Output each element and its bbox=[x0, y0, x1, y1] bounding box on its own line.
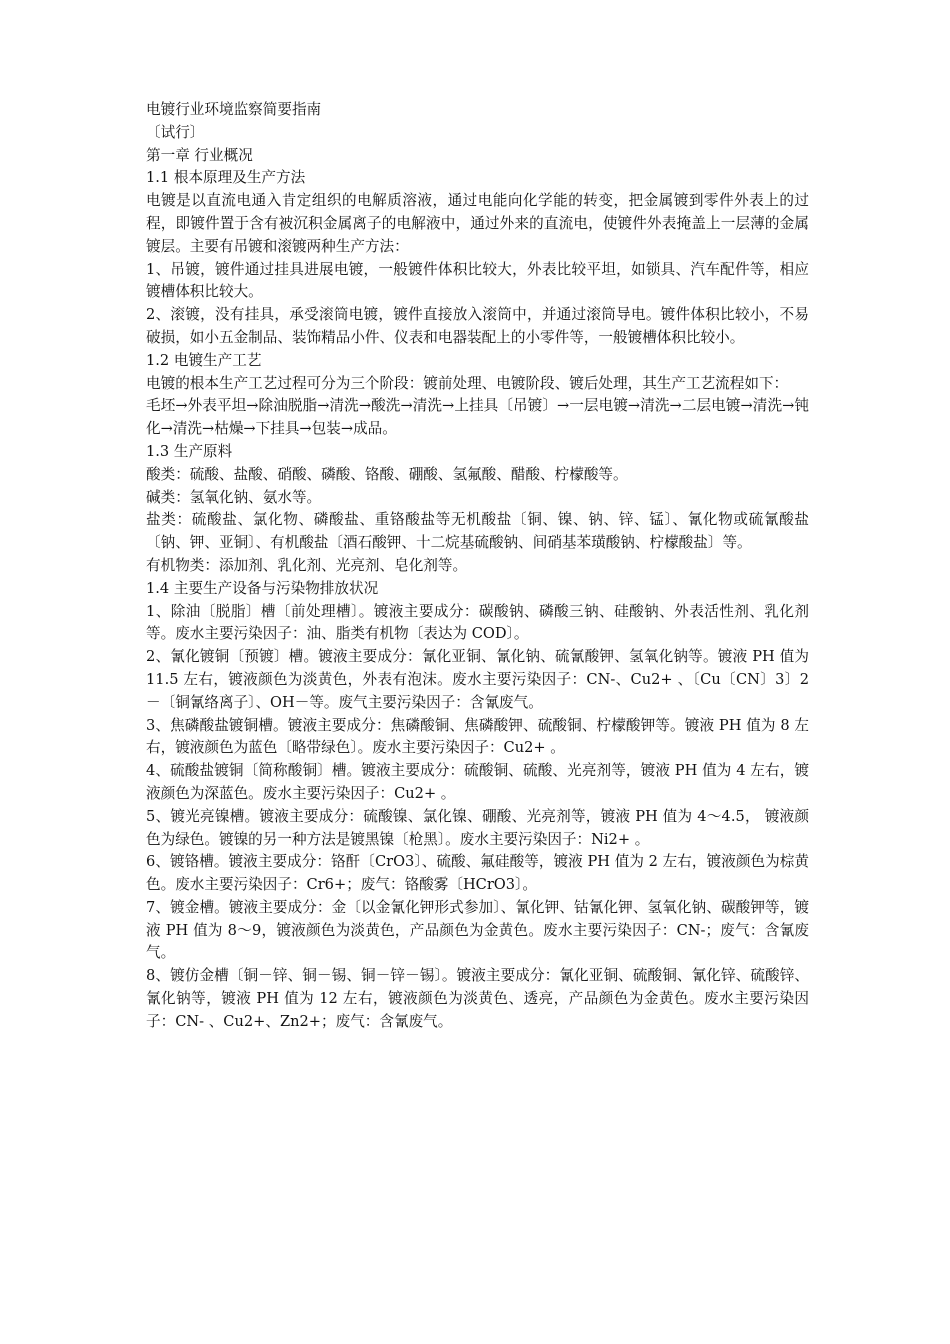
paragraph: 3、焦磷酸盐镀铜槽。镀液主要成分：焦磷酸铜、焦磷酸钾、硫酸铜、柠檬酸钾等。镀液 PH 值为 8 左右，镀液颜色为蓝色〔略带绿色〕。废水主要污染因子：Cu2+ 。 bbox=[146, 716, 809, 757]
paragraph: 电镀的根本生产工艺过程可分为三个阶段：镀前处理、电镀阶段、镀后处理，其生产工艺流程如下： bbox=[146, 374, 789, 392]
paragraph: 7、镀金槽。镀液主要成分：金〔以金氰化钾形式参加〕、氰化钾、钴氰化钾、氢氧化钠、碳酸钾等，镀液 PH 值为 8～9，镀液颜色为淡黄色，产品颜色为金黄色。废水主要污染因子：CN-；废气：含氰废气。 bbox=[146, 898, 809, 962]
chapter-heading: 第一章 行业概况 bbox=[146, 146, 253, 164]
section-heading: 1.1 根本原理及生产方法 bbox=[146, 169, 306, 187]
paragraph: 酸类：硫酸、盐酸、硝酸、磷酸、铬酸、硼酸、氢氟酸、醋酸、柠檬酸等。 bbox=[146, 465, 628, 483]
paragraph: 1、吊镀，镀件通过挂具进展电镀，一般镀件体积比较大，外表比较平坦，如锁具、汽车配件等，相应镀槽体积比较大。 bbox=[146, 260, 809, 301]
paragraph: 盐类：硫酸盐、氯化物、磷酸盐、重铬酸盐等无机酸盐〔铜、镍、钠、锌、锰〕、氰化物或硫氰酸盐〔钠、钾、亚铜〕、有机酸盐〔酒石酸钾、十二烷基硫酸钠、间硝基苯璜酸钠、柠檬酸盐〕等。 bbox=[146, 511, 809, 552]
document-subtitle: 〔试行〕 bbox=[146, 123, 205, 141]
section-heading: 1.3 生产原料 bbox=[146, 442, 233, 460]
paragraph: 8、镀仿金槽〔铜－锌、铜－锡、铜－锌－锡〕。镀液主要成分：氰化亚铜、硫酸铜、氰化锌、硫酸锌、氰化钠等，镀液 PH 值为 12 左右，镀液颜色为淡黄色、透亮，产品颜色为金黄色。废水主要污染因子：CN- 、Cu2+、Zn2+；废气：含氰废气。 bbox=[146, 967, 809, 1030]
paragraph: 2、滚镀，没有挂具，承受滚筒电镀，镀件直接放入滚筒中，并通过滚筒导电。镀件体积比较小，不易破损，如小五金制品、装饰精品小件、仪表和电器装配上的小零件等，一般镀槽体积比较小。 bbox=[146, 306, 809, 346]
paragraph: 2、氰化镀铜〔预镀〕槽。镀液主要成分：氰化亚铜、氰化钠、硫氰酸钾、氢氧化钠等。镀液 PH 值为 11.5 左右，镀液颜色为淡黄色，外表有泡沫。废水主要污染因子：CN-、Cu2+ 、〔Cu〔CN〕3〕2－〔铜氰络离子〕、OH－等。废气主要污染因子：含氰废气。 bbox=[146, 648, 809, 711]
paragraph: 有机物类：添加剂、乳化剂、光亮剂、皂化剂等。 bbox=[146, 556, 468, 574]
paragraph: 碱类：氢氧化钠、氨水等。 bbox=[146, 488, 322, 506]
paragraph: 1、除油〔脱脂〕槽〔前处理槽〕。镀液主要成分：碳酸钠、磷酸三钠、硅酸钠、外表活性剂、乳化剂等。废水主要污染因子：油、脂类有机物〔表达为 COD〕。 bbox=[146, 602, 809, 643]
paragraph: 4、硫酸盐镀铜〔简称酸铜〕槽。镀液主要成分：硫酸铜、硫酸、光亮剂等，镀液 PH 值为 4 左右，镀液颜色为深蓝色。废水主要污染因子：Cu2+ 。 bbox=[146, 762, 809, 802]
section-heading: 1.2 电镀生产工艺 bbox=[146, 351, 262, 369]
paragraph: 毛坯→外表平坦→除油脱脂→清洗→酸洗→清洗→上挂具〔吊镀〕→一层电镀→清洗→二层电镀→清洗→钝化→清洗→枯燥→下挂具→包装→成品。 bbox=[146, 397, 809, 438]
document-body bbox=[146, 99, 809, 1034]
paragraph: 6、镀铬槽。镀液主要成分：铬酐〔CrO3〕、硫酸、氟硅酸等，镀液 PH 值为 2 左右，镀液颜色为棕黄色。废水主要污染因子：Cr6+；废气：铬酸雾〔HCrO3〕。 bbox=[146, 853, 809, 894]
section-heading: 1.4 主要生产设备与污染物排放状况 bbox=[146, 579, 379, 597]
paragraph: 电镀是以直流电通入肯定组织的电解质溶液，通过电能向化学能的转变，把金属镀到零件外表上的过程，即镀件置于含有被沉积金属离子的电解液中，通过外来的直流电，使镀件外表掩盖上一层薄的金属镀层。主要有吊镀和滚镀两种生产方法： bbox=[146, 192, 809, 255]
paragraph: 5、镀光亮镍槽。镀液主要成分：硫酸镍、氯化镍、硼酸、光亮剂等，镀液 PH 值为 4～4.5， 镀液颜色为绿色。镀镍的另一种方法是镀黑镍〔枪黑〕。废水主要污染因子：Ni2+ 。 bbox=[146, 807, 809, 848]
document-title: 电镀行业环境监察简要指南 bbox=[146, 101, 322, 118]
